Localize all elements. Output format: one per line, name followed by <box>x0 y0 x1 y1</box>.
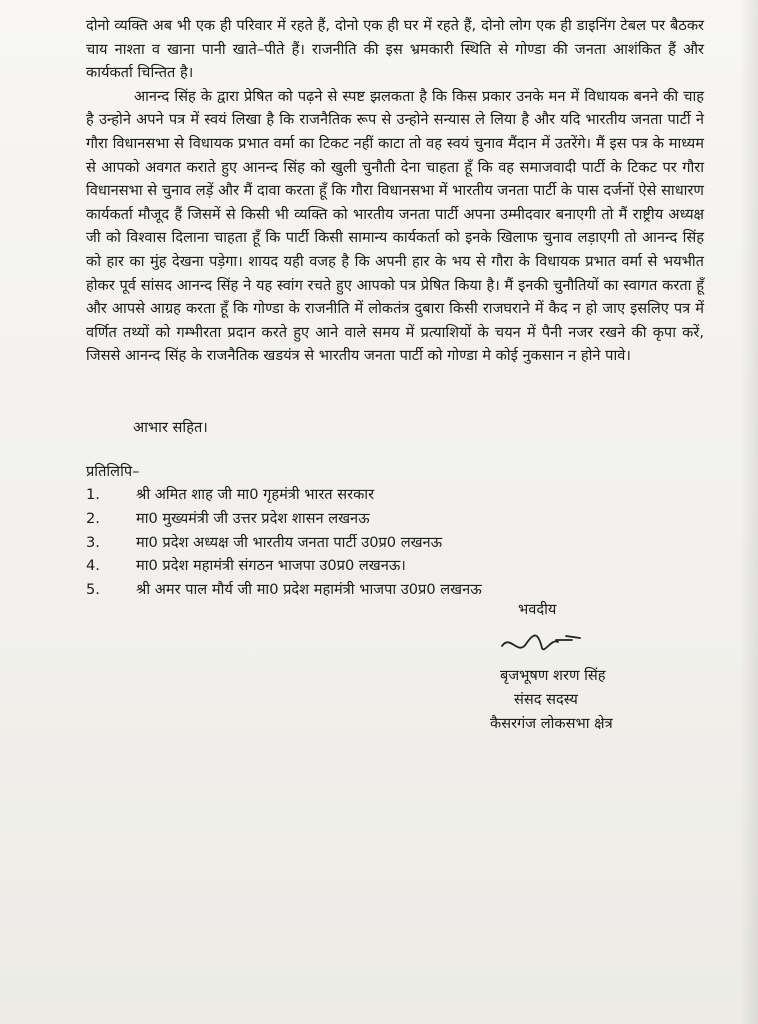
cc-item-number: 5. <box>86 581 100 599</box>
yours-faithfully: भवदीय <box>518 601 557 618</box>
cc-item-text: मा0 प्रदेश अध्यक्ष जी भारतीय जनता पार्टी उ0प्र0 लखनऊ <box>136 533 443 551</box>
cc-item-1 <box>86 483 606 507</box>
closing-line: आभार सहित। <box>133 419 208 436</box>
cc-item-number: 2. <box>86 509 100 527</box>
paragraph-2: आनन्द सिंह के द्वारा प्रेषित को पढ़ने से स्पष्ट झलकता है कि किस प्रकार उनके मन में विधायक बनने की चाह है उन्होने अपने पत्र में स्वयं लिखा है कि राजनैतिक रूप से उन्होने सन्यास ले लिया है और यदि भारतीय जनता पार्टी ने गौरा विधानसभा से विधायक प्रभात वर्मा का टिकट नहीं काटा तो वह स्वयं चुनाव मैंदान में उतरेंगे। मैं इस पत्र के माध्यम से आपको अवगत कराते हुए आनन्द सिंह को खुली चुनौती देना चाहता हूँ कि वह समाजवादी पार्टी के टिकट पर गौरा विधानसभा से चुनाव लड़ें और मैं दावा करता हूँ कि गौरा विधानसभा में भारतीय जनता पार्टी के पास दर्जनों ऐसे साधारण कार्यकर्ता मौजूद हैं जिसमें से किसी भी व्यक्ति को भारतीय जनता पार्टी अपना उम्मीदवार बनाएगी तो मैं राष्ट्रीय अध्यक्ष जी को विश्वास दिलाना चाहता हूँ कि पार्टी किसी सामान्य कार्यकर्ता को इनके खिलाफ चुनाव लड़ाएगी तो आनन्द सिंह को हार का मुंह देखना पड़ेगा। शायद यही वजह है कि अपनी हार के भय से गौरा के विधायक प्रभात वर्मा से भयभीत होकर पूर्व सांसद आनन्द सिंह ने यह स्वांग रचते हुए आपको पत्र प्रेषित किया है। मैं इनकी चुनौतियों का स्वागत करता हूँ और आपसे आग्रह करता हूँ कि गोण्डा के राजनीति में लोकतंत्र दुबारा किसी राजघराने में कैद न हो जाए इसलिए पत्र में वर्णित तथ्यों को गम्भीरता प्रदान करते हुए आने वाले समय में प्रत्याशियों के चयन में पैनी नजर रखने की कृपा करें, जिससे आनन्द सिंह के राजनैतिक खडयंत्र से भारतीय जनता पार्टी को गोण्डा मे कोई नुकसान न होने पावे। <box>86 87 704 365</box>
signatory-title: संसद सदस्य <box>514 691 578 708</box>
cc-item-number: 4. <box>86 557 100 575</box>
signature-block <box>490 598 690 736</box>
cc-list <box>86 483 606 602</box>
cc-item-text: मा0 मुख्यमंत्री जी उत्तर प्रदेश शासन लखनऊ <box>136 509 370 527</box>
signatory-name: बृजभूषण शरण सिंह <box>500 667 606 684</box>
cc-item-3 <box>86 531 606 555</box>
cc-item-2 <box>86 507 606 531</box>
letter-body <box>86 14 704 368</box>
page-edge-shadow <box>740 0 758 1024</box>
cc-item-text: श्री अमित शाह जी मा0 गृहमंत्री भारत सरकार <box>136 486 375 503</box>
paragraph-1: दोनो व्यक्ति अब भी एक ही परिवार में रहते हैं, दोनो एक ही घर में रहते हैं, दोनो लोग एक ही डाइनिंग टेबल पर बैठकर चाय नाश्ता व खाना पानी खाते–पीते हैं। राजनीति की इस भ्रमकारी स्थिति से गोण्डा की जनता आशंकित हैं और कार्यकर्ता चिन्तित है। <box>86 17 704 82</box>
cc-item-number: 1. <box>86 486 100 503</box>
cc-heading: प्रतिलिपि– <box>86 463 140 480</box>
cc-item-number: 3. <box>86 533 100 551</box>
handwritten-signature <box>496 626 586 660</box>
cc-item-text: मा0 प्रदेश महामंत्री संगठन भाजपा उ0प्र0 लखनऊ। <box>136 557 406 575</box>
cc-item-4 <box>86 554 606 578</box>
signatory-constituency: कैसरगंज लोकसभा क्षेत्र <box>490 715 613 732</box>
cc-item-text: श्री अमर पाल मौर्य जी मा0 प्रदेश महामंत्री भाजपा उ0प्र0 लखनऊ <box>136 581 482 599</box>
